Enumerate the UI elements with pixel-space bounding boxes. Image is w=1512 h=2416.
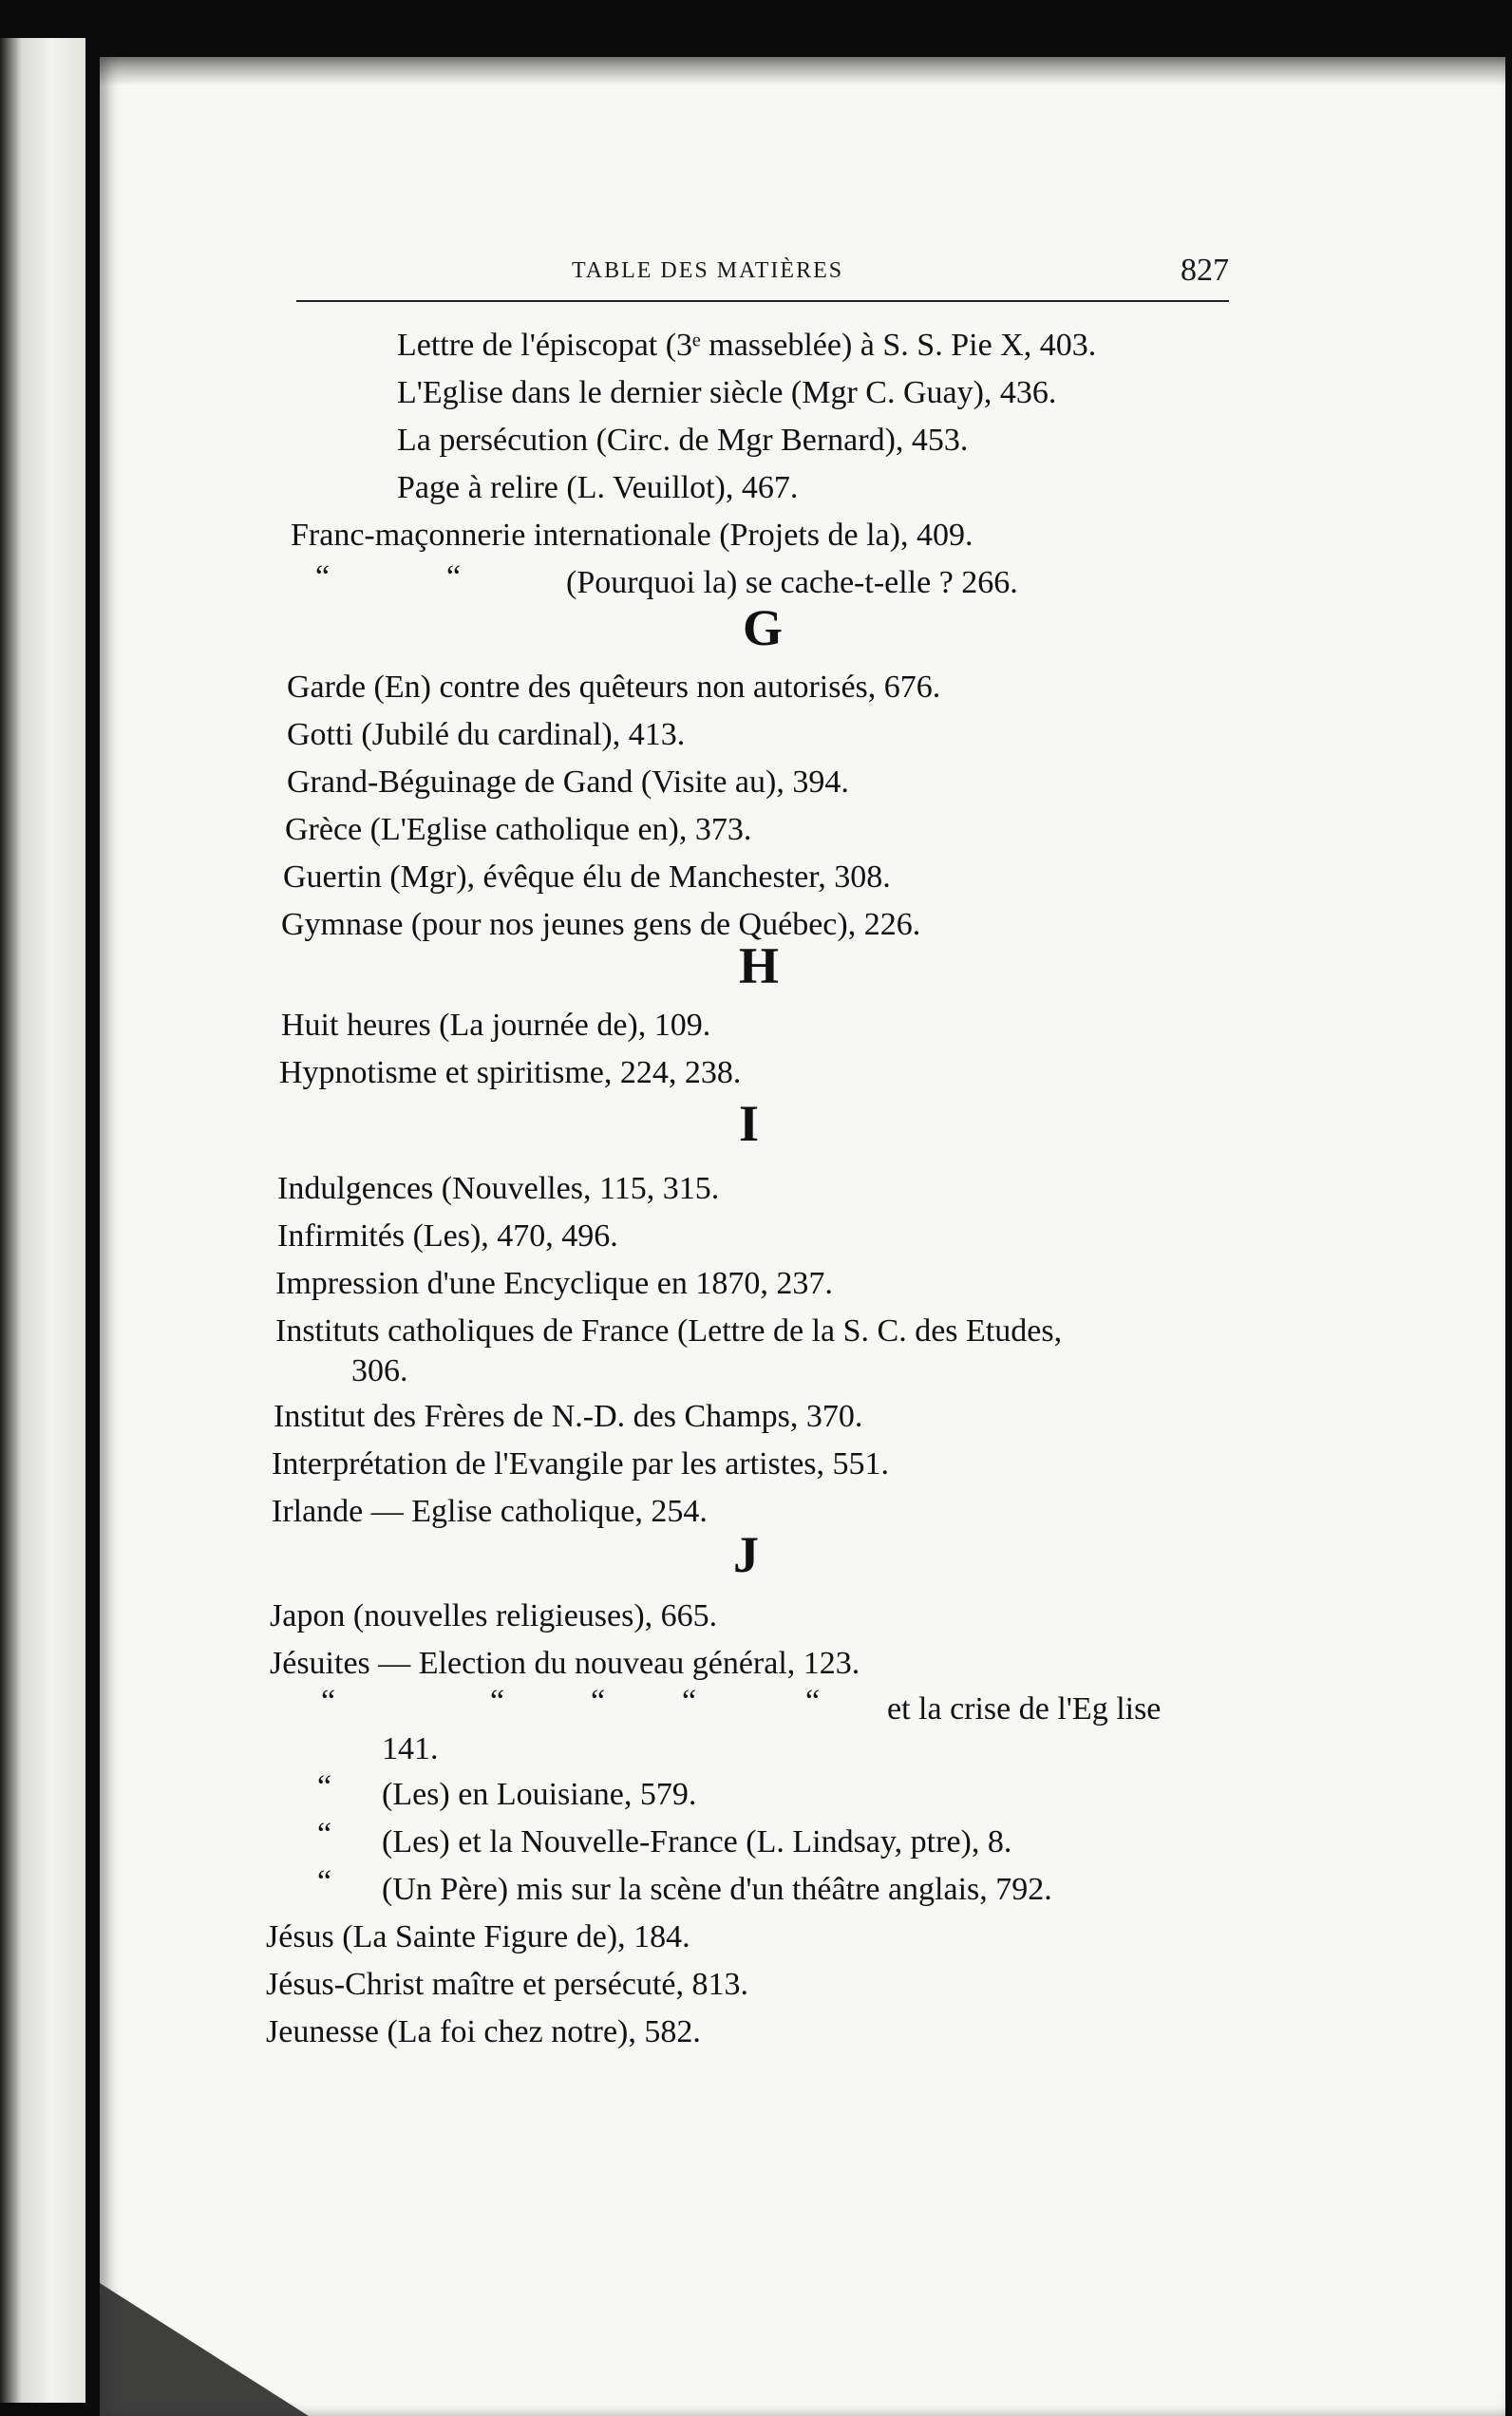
ditto-mark: “ [446,559,462,595]
index-entry: Interprétation de l'Evangile par les artistes, 551. [272,1446,890,1482]
section-letter-j: J [733,1526,759,1583]
index-entry: Japon (nouvelles religieuses), 665. [270,1598,718,1633]
index-entry: Institut des Frères de N.-D. des Champs, 370. [274,1399,863,1434]
index-entry: (Un Père) mis sur la scène d'un théâtre anglais, 792. [382,1872,1052,1907]
section-letter-i: I [739,1095,760,1152]
index-entry: Indulgences (Nouvelles, 115, 315. [277,1171,720,1206]
index-entry: Irlande — Eglise catholique, 254. [272,1494,708,1529]
index-entry: Guertin (Mgr), évêque élu de Manchester, 308. [283,859,891,895]
index-entry: Page à relire (L. Veuillot), 467. [397,470,799,505]
running-title: TABLE DES MATIÈRES [572,258,844,283]
ditto-mark: “ [317,1817,332,1852]
index-entry: Garde (En) contre des quêteurs non autorisés, 676. [287,670,941,705]
index-entry: Gotti (Jubilé du cardinal), 413. [287,717,686,752]
ditto-mark: “ [315,559,331,595]
index-entry: Franc-maçonnerie internationale (Projets de la), 409. [291,518,973,553]
ditto-mark: “ [591,1684,606,1719]
ditto-mark: “ [317,1769,332,1804]
ditto-mark: “ [317,1864,332,1899]
index-entry: Grand-Béguinage de Gand (Visite au), 394. [287,764,849,800]
page-number: 827 [1181,253,1229,288]
index-entry: La persécution (Circ. de Mgr Bernard), 453. [397,423,969,458]
index-entry: (Pourquoi la) se cache-t-elle ? 266. [566,565,1018,600]
index-entry: 141. [382,1731,439,1766]
ditto-mark: “ [321,1684,336,1719]
section-letter-h: H [739,937,780,994]
index-entry: Jésus-Christ maître et persécuté, 813. [266,1967,748,2002]
index-entry: Jésus (La Sainte Figure de), 184. [266,1919,690,1954]
index-entry: Jeunesse (La foi chez notre), 582. [266,2014,701,2049]
ditto-mark: “ [682,1684,697,1719]
index-entry: Impression d'une Encyclique en 1870, 237. [275,1266,833,1301]
index-entry: Gymnase (pour nos jeunes gens de Québec), 226. [281,907,921,942]
index-entry: Lettre de l'épiscopat (3ᵉ masseblée) à S. S. Pie X, 403. [397,328,1097,363]
index-entry: Huit heures (La journée de), 109. [281,1008,711,1043]
index-entry: (Les) et la Nouvelle-France (L. Lindsay, ptre), 8. [382,1824,1012,1859]
ditto-mark: “ [490,1684,505,1719]
section-letter-g: G [743,599,784,656]
index-entry: L'Eglise dans le dernier siècle (Mgr C. Guay), 436. [397,375,1057,410]
index-entry: Hypnotisme et spiritisme, 224, 238. [279,1055,742,1090]
index-entry: Grèce (L'Eglise catholique en), 373. [285,812,752,847]
ditto-mark: “ [805,1684,821,1719]
index-entry: et la crise de l'Eg lise [887,1691,1162,1727]
index-entry: (Les) en Louisiane, 579. [382,1777,697,1812]
index-entry: Instituts catholiques de France (Lettre de la S. C. des Etudes, [275,1313,1063,1349]
index-entry: Infirmités (Les), 470, 496. [277,1218,618,1254]
index-entry: Jésuites — Election du nouveau général, 123. [270,1646,860,1681]
index-entry: 306. [351,1353,408,1388]
